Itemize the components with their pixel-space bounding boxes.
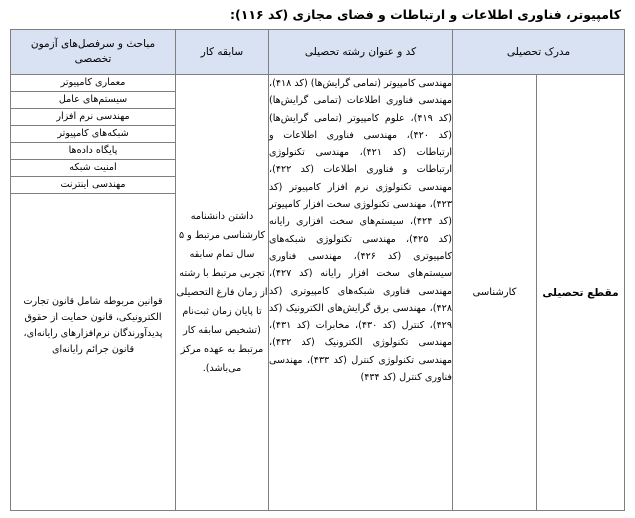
header-subjects: مباحث و سرفصل‌های آزمون تخصصی: [11, 30, 176, 75]
section-heading: کامپیوتر، فناوری اطلاعات و ارتباطات و فضای مجازی (کد ۱۱۶):: [230, 7, 621, 22]
list-item: مهندسی نرم افزار: [11, 109, 175, 126]
laws-text: قوانین مربوطه شامل قانون تجارت الکترونیکی، قانون حمایت از حقوق پدیدآورندگان نرم‌افزارهای رایانه‌ای، قانون جرائم رایانه‌ای: [23, 296, 163, 355]
list-item: شبکه‌های کامپیوتر: [11, 126, 175, 143]
experience-cell: داشتن دانشنامه کارشناسی مرتبط و ۵ سال تمام سابقه تجربی مرتبط با رشته از زمان فارغ التحصیلی تا پایان زمان ثبت‌نام (تشخیص سابقه کار مرتبط به عهده مرکز می‌باشد).: [176, 75, 269, 511]
list-item: معماری کامپیوتر: [11, 75, 175, 92]
list-item: مهندسی اینترنت: [11, 177, 175, 194]
majors-cell: مهندسی کامپیوتر (تمامی گرایش‌ها) (کد ۴۱۸)، مهندسی فناوری اطلاعات (تمامی گرایش‌ها) (کد ۴۱۹)، علوم کامپیوتر (تمامی گرایش‌ها) (کد ۴۲۰)، مهندسی فناوری اطلاعات و ارتباطات (کد ۴۲۱)، مهندسی تکنولوژی ارتباطات و فناوری اطلاعات (کد ۴۲۲)، مهندسی تکنولوژی نرم افزار کامپیوتر (کد ۴۲۳)، مهندسی تکنولوژی سخت افزار کامپیوتر (کد ۴۲۴)، سیستم‌های سخت افزاری رایانه (کد ۴۲۵)، مهندسی تکنولوژی شبکه‌های کامپیوتری (کد ۴۲۶)، مهندسی فناوری سیستم‌های سخت افزار رایانه (کد ۴۲۷)، مهندسی فناوری شبکه‌های کامپیوتری (کد ۴۲۸)، مهندسی برق گرایش‌های الکترونیک (کد ۴۲۹)، کنترل (کد ۴۳۰)، مخابرات (کد ۴۳۱)، مهندسی تکنولوژی الکترونیک (کد ۴۳۲)، مهندسی تکنولوژی کنترل (کد ۴۳۳)، مهندسی فناوری کنترل (کد ۴۳۴): [269, 75, 453, 511]
subjects-cell: [11, 75, 176, 511]
requirements-table: [10, 29, 625, 511]
table-header-row: [11, 30, 625, 75]
header-degree: مدرک تحصیلی: [453, 30, 625, 75]
table-row: [11, 75, 625, 511]
list-item: پایگاه داده‌ها: [11, 143, 175, 160]
degree-cell: کارشناسی: [453, 75, 537, 511]
header-experience: سابقه کار: [176, 30, 269, 75]
header-majors: کد و عنوان رشته تحصیلی: [269, 30, 453, 75]
subjects-list: [11, 75, 175, 194]
list-item: امنیت شبکه: [11, 160, 175, 177]
list-item: سیستم‌های عامل: [11, 92, 175, 109]
level-cell: مقطع تحصیلی: [537, 75, 625, 511]
